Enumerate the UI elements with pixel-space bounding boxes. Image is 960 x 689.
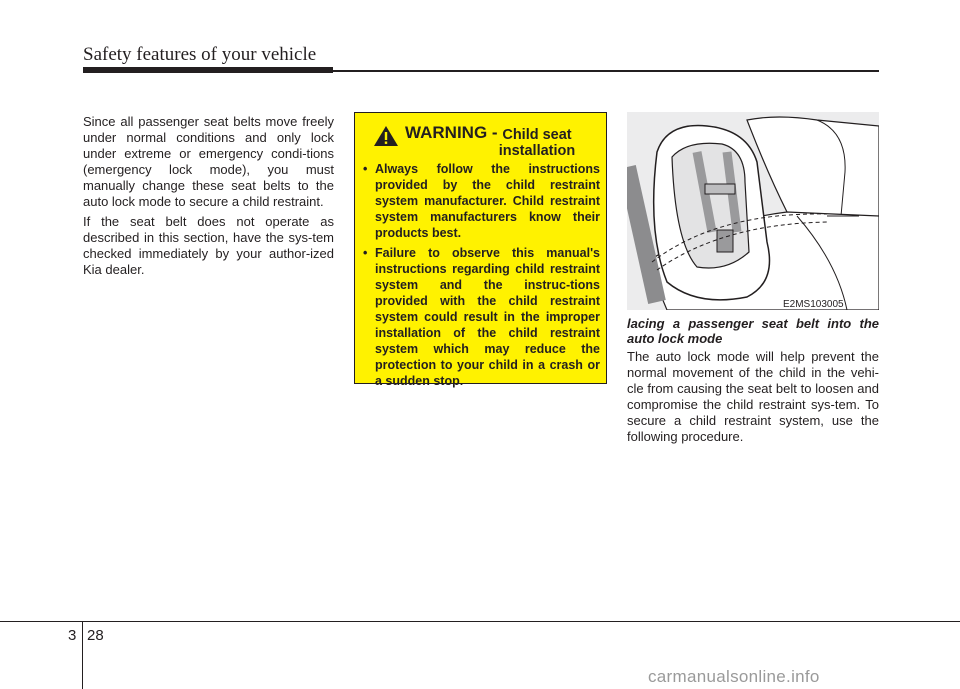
warning-item-text: Always follow the instructions provided by the child restraint system manufacturer. Child restraint system manufacturers know their products best. [375,162,600,240]
child-seat-drawing [627,112,879,310]
warning-separator: - [491,123,498,142]
child-seat-illustration [627,112,879,310]
column-1 [83,114,334,282]
warning-item-text: Failure to observe this manual's instructions regarding child restraint system and the instruc-tions provided with the child restraint system could result in the improper installation of the child restraint system which may reduce the protection to your child in a crash or a sudden stop. [375,246,600,388]
warning-topic: Child seat installation [498,127,576,159]
section-heading: lacing a passenger seat belt into the auto lock mode [627,316,879,346]
header-rule-thick [83,67,333,73]
page-header-title: Safety features of your vehicle [83,44,317,65]
warning-list [363,161,600,393]
warning-item [363,161,600,241]
footer-divider [82,621,83,689]
column-3 [627,316,879,445]
warning-label: WARNING [405,123,488,142]
warning-triangle-icon [373,125,399,147]
section-number: 3 [68,627,77,644]
footer-rule [0,621,960,622]
paragraph: If the seat belt does not operate as described in this section, have the sys-tem checked immediately by your author-ized Kia dealer. [83,214,334,277]
figure-code: E2MS103005 [783,299,844,310]
watermark: carmanualsonline.info [648,667,820,686]
bullet: • [363,246,368,260]
warning-box [354,112,607,388]
page-number: 28 [87,627,104,644]
warning-item [363,245,600,389]
bullet: • [363,162,368,176]
paragraph: Since all passenger seat belts move freely under normal conditions and only lock under extreme or emergency condi-tions (emergency lock mode), you must manually change these seat belts to the auto lock mode to secure a child restraint. [83,114,334,209]
paragraph: The auto lock mode will help prevent the normal movement of the child in the vehi-cle from causing the seat belt to loosen and compromise the child restraint sys-tem. To secure a child restraint system, use the following procedure. [627,349,879,444]
